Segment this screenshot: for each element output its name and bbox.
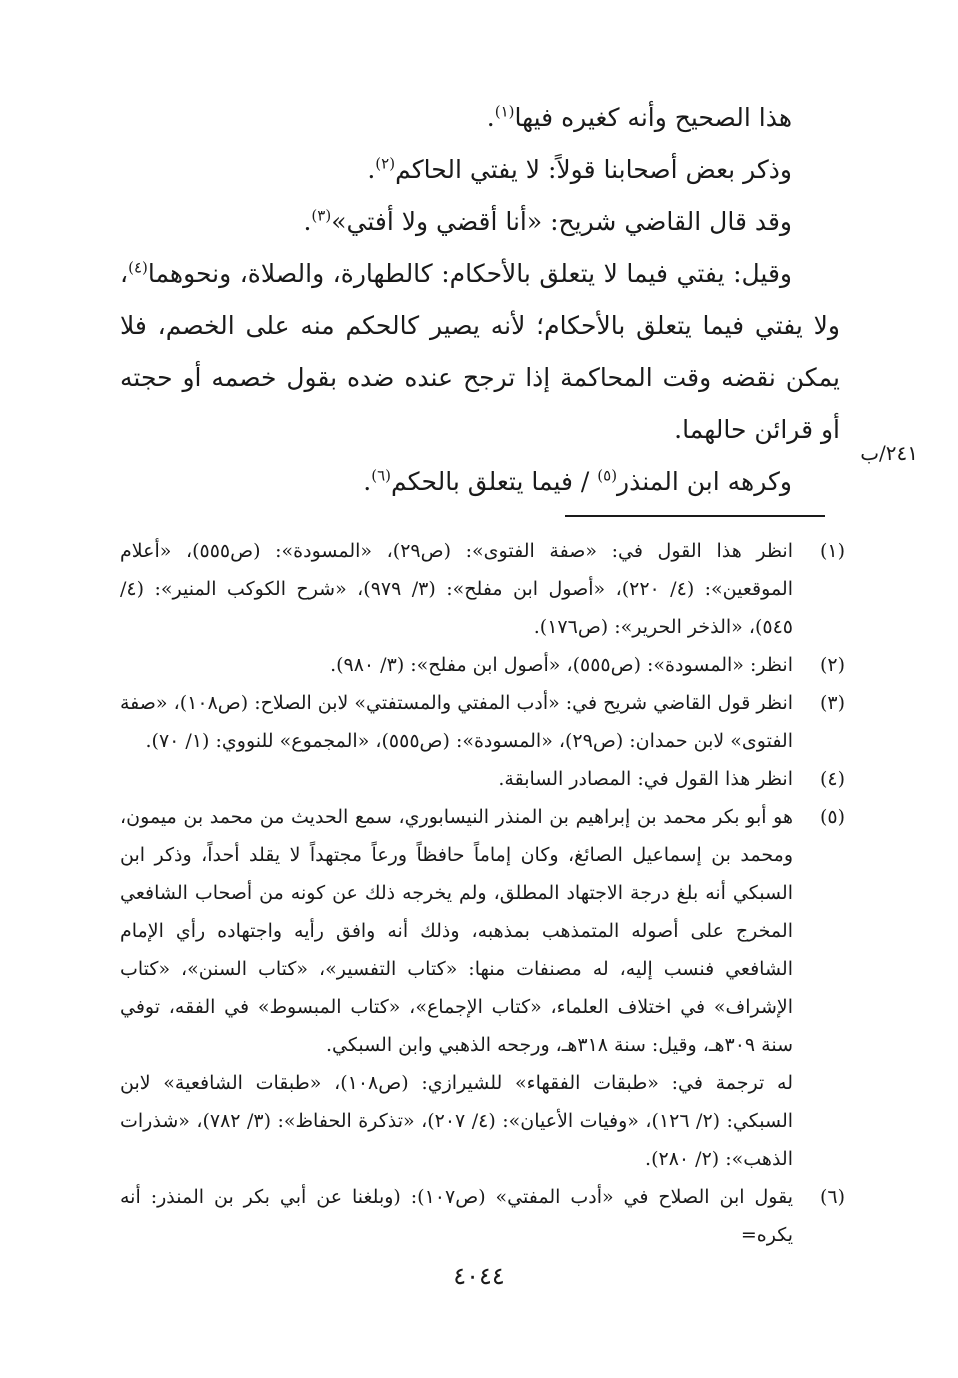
main-text <box>120 92 840 508</box>
paragraph-3: وقد قال القاضي شريح: «أنا أقضي ولا أفتي»$^{(٣)}$. <box>303 206 792 236</box>
footnote-number: (٢) <box>819 654 845 676</box>
manuscript-folio-marker: ٢٤١/ب <box>860 441 918 465</box>
footnote-1 <box>120 532 845 646</box>
footnote-number: (١) <box>819 540 845 562</box>
footnotes <box>120 532 845 1254</box>
page-number: ٤٠٤٤ <box>453 1262 505 1290</box>
footnote-3 <box>120 684 845 760</box>
footnote-number: (٣) <box>819 692 845 714</box>
footnote-text: انظر هذا القول في: المصادر السابقة. <box>498 768 793 790</box>
paragraph-1: هذا الصحيح وأنه كغيره فيها$^{(١)}$. <box>486 102 792 132</box>
footnote-ref-5[interactable]: (٥) <box>597 466 618 485</box>
footnote-text: هو أبو بكر محمد بن إبراهيم بن المنذر النيسابوري، سمع الحديث من محمد بن ميمون، ومحمد بن إسماعيل الصائغ، وكان إماماً حافظاً ورعاً مجتهداً لا يقلد أحداً، وذكر ابن السبكي أنه بلغ درجة الاجتهاد المطلق، ولم يخرجه ذلك عن كونه من أصحاب الشافعي المخرج على أصوله المتمذهب بمذهبه، وذلك أنه وافق رأيه واجتهاده رأي الإمام الشافعي فنسب إليه، له مصنفات منها: «كتاب التفسير»، «كتاب السنن»، «كتاب الإشراف» في اختلاف العلماء، «كتاب الإجماع»، «كتاب المبسوط» في الفقه، توفي سنة ٣٠٩هـ، وقيل: سنة ٣١٨هـ، ورجحه الذهبي وابن السبكي. <box>120 806 793 1056</box>
footnote-text: انظر هذا القول في: «صفة الفتوى»: (ص٢٩)، «المسودة»: (ص٥٥٥)، «أعلام الموقعين»: (٤/ ٢٢٠)، «أصول ابن مفلح»: (٣/ ٩٧٩)، «شرح الكوكب المنير»: (٤/ ٥٤٥)، «الذخر الحرير»: (ص١٧٦). <box>120 540 793 638</box>
footnote-number: (٤) <box>819 768 845 790</box>
footnote-ref-3[interactable]: (٣) <box>311 206 332 225</box>
paragraph-5: وكرهه ابن المنذر$^{(٥)}$ / فيما يتعلق بالحكم$^{(٦)}$. <box>363 466 792 496</box>
paragraph-2: وذكر بعض أصحابنا قولاً: لا يفتي الحاكم$^{(٢)}$. <box>367 154 792 184</box>
footnote-number: (٥) <box>819 806 845 828</box>
footnote-ref-4[interactable]: (٤) <box>128 258 148 277</box>
footnote-4 <box>120 760 845 798</box>
footnote-ref-1[interactable]: (١) <box>494 102 515 121</box>
footnote-number: (٦) <box>819 1186 845 1208</box>
footnote-text: انظر: «المسودة»: (ص٥٥٥)، «أصول ابن مفلح»: (٣/ ٩٨٠). <box>330 654 793 676</box>
footnote-text: يقول ابن الصلاح في «أدب المفتي» (ص١٠٧): (وبلغنا عن أبي بكر بن المنذر: أنه يكره= <box>120 1186 793 1246</box>
footnote-ref-6[interactable]: (٦) <box>371 466 392 485</box>
footnote-text: انظر قول القاضي شريح في: «أدب المفتي والمستفتي» لابن الصلاح: (ص١٠٨)، «صفة الفتوى» لابن حمدان: (ص٢٩)، «المسودة»: (ص٥٥٥)، «المجموع» للنووي: (١/ ٧٠). <box>120 692 794 752</box>
footnote-text: له ترجمة في: «طبقات الفقهاء» للشيرازي: (ص١٠٨)، «طبقات الشافعية» لابن السبكي: (٢/ ١٢٦)، «وفيات الأعيان»: (٤/ ٢٠٧)، «تذكرة الحفاظ»: (٣/ ٧٨٢)، «شذرات الذهب»: (٢/ ٢٨٠). <box>120 1072 794 1170</box>
paragraph-4: وقيل: يفتي فيما لا يتعلق بالأحكام: كالطهارة، والصلاة، ونحوهما$^{(٤)}$، ولا يفتي فيما يتعلق بالأحكام؛ لأنه يصير كالحكم منه على الخصم، فلا يمكن نقضه وقت المحاكمة إذا ترجح عنده ضده بقول خصمه أو حجته أو قرائن حالهما. <box>120 258 840 444</box>
footnote-ref-2[interactable]: (٢) <box>375 154 396 173</box>
footnote-2 <box>120 646 845 684</box>
footnote-6 <box>120 1178 845 1254</box>
footnote-divider <box>565 515 825 517</box>
footnote-5 <box>120 798 845 1178</box>
